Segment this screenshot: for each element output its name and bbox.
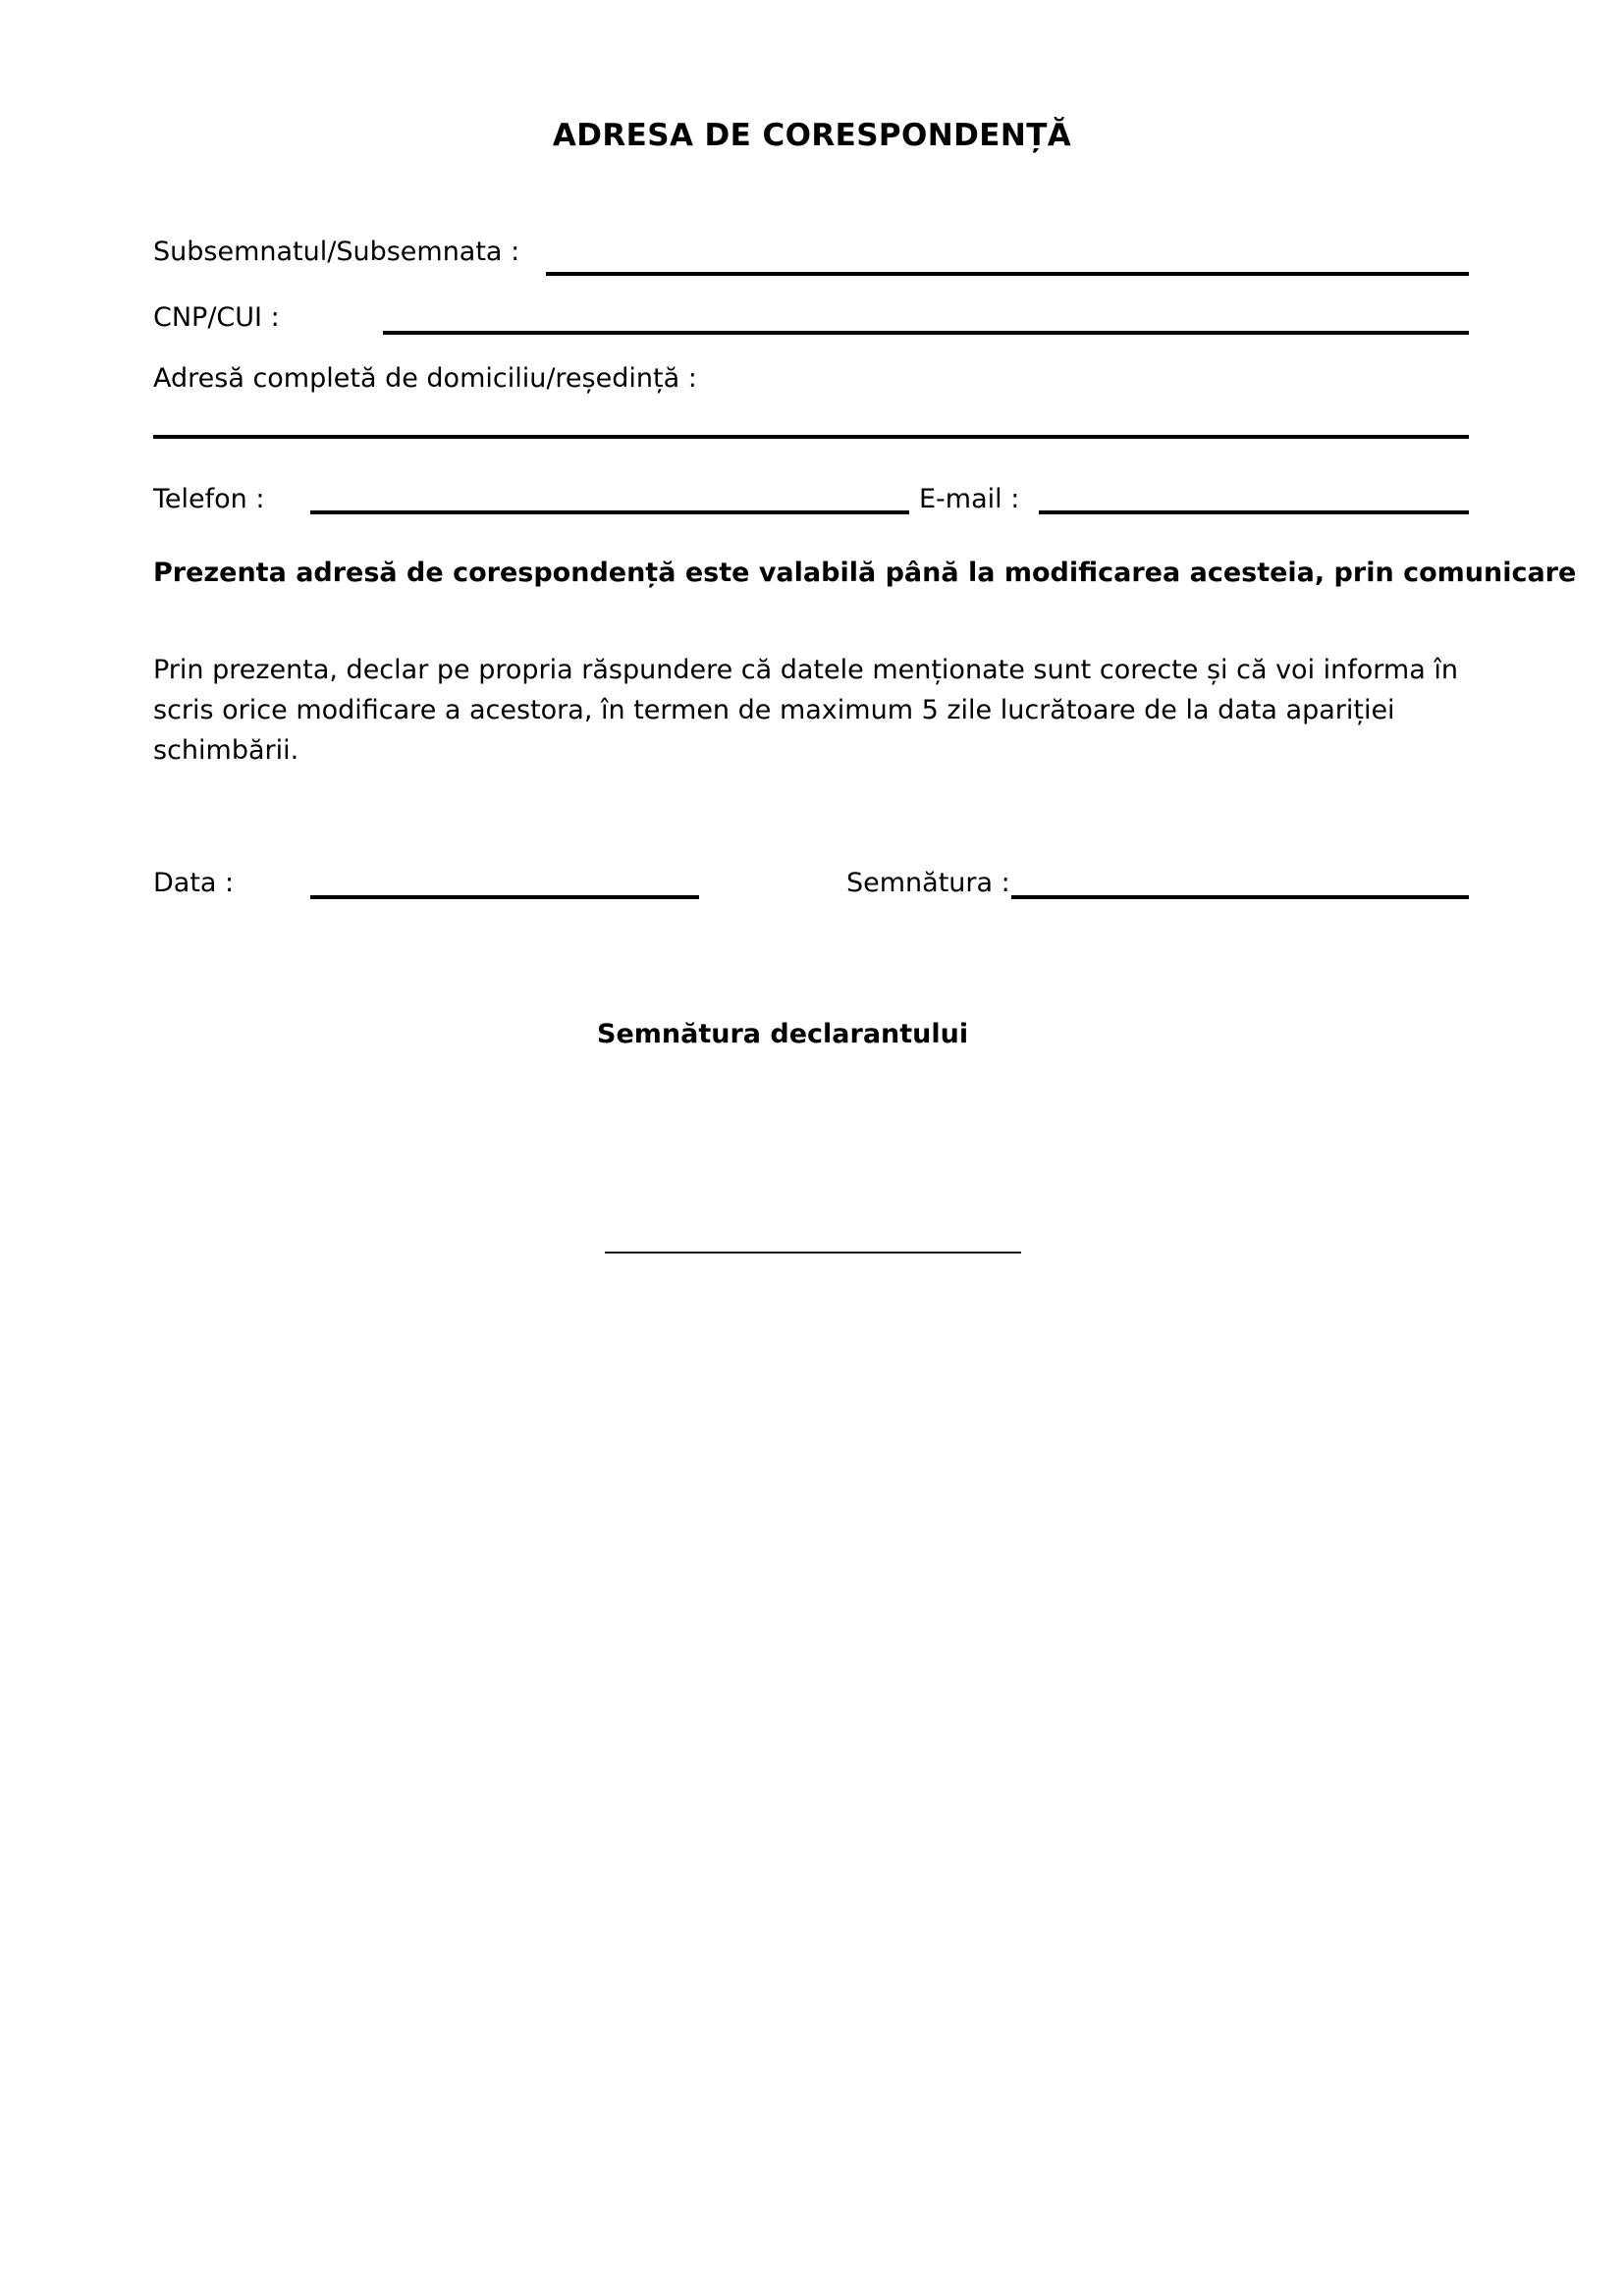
full-name-input-line[interactable] (546, 272, 1469, 276)
email-input-line[interactable] (1039, 510, 1469, 514)
page-title: ADRESA DE CORESPONDENȚĂ (552, 118, 1072, 153)
cnp-cui-input-line[interactable] (383, 331, 1469, 335)
declarant-signature-line[interactable] (605, 1252, 1021, 1254)
validity-statement: Prezenta adresă de corespondență este valabilă până la modificarea acesteia, prin comunicare (153, 558, 1577, 588)
email-label: E-mail : (919, 484, 1020, 514)
date-input-line[interactable] (310, 895, 699, 899)
date-label: Data : (153, 868, 235, 898)
phone-input-line[interactable] (310, 510, 909, 514)
address-label: Adresă completă de domiciliu/reședință : (153, 363, 697, 394)
full-name-label: Subsemnatul/Subsemnata : (153, 237, 520, 267)
address-input-line[interactable] (153, 435, 1469, 439)
signature-input-line[interactable] (1011, 895, 1469, 899)
phone-label: Telefon : (153, 484, 265, 514)
cnp-cui-label: CNP/CUI : (153, 302, 280, 333)
signature-label: Semnătura : (846, 868, 1010, 898)
declaration-paragraph: Prin prezenta, declar pe propria răspundere că datele menționate sunt corecte și că voi informa în scris orice modificare a acestora, în termen de maximum 5 zile lucrătoare de la data apariției schimbării. (153, 655, 1458, 767)
declarant-signature-caption: Semnătura declarantului (597, 1019, 969, 1049)
